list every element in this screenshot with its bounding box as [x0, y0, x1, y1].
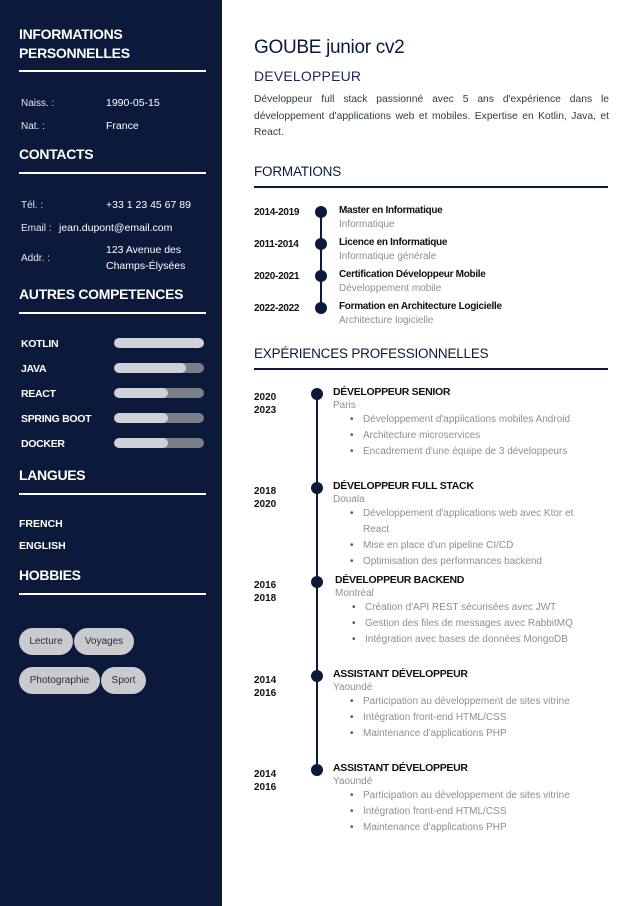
timeline-dot [311, 764, 323, 776]
experience-bullet: • Maintenance d'applications PHP [350, 820, 570, 836]
formation-field: Informatique [339, 219, 395, 230]
email-value: jean.dupont@email.com [59, 222, 173, 234]
experience-title: DÉVELOPPEUR FULL STACK [333, 480, 474, 492]
experience-years [254, 391, 276, 417]
experience-bullet: • Optimisation des performances backend [350, 554, 600, 570]
formation-dates: 2011-2014 [254, 239, 299, 250]
experience-title: ASSISTANT DÉVELOPPEUR [333, 762, 468, 774]
phone-value: +33 1 23 45 67 89 [106, 199, 191, 211]
skill-level-bar [114, 438, 204, 448]
experience-city: Yaoundé [333, 682, 373, 693]
skill-level-fill [114, 413, 168, 423]
skill-level-fill [114, 338, 204, 348]
languages-title: LANGUES [19, 467, 86, 483]
formation-field: Développement mobile [339, 283, 442, 294]
formation-title: Licence en Informatique [339, 237, 448, 248]
experience-title: DÉVELOPPEUR SENIOR [333, 386, 451, 398]
experiences-divider [254, 368, 608, 370]
contacts-title: CONTACTS [19, 146, 94, 162]
email-label: Email : [21, 223, 52, 234]
formations-timeline-line [320, 212, 322, 308]
personal-info-title-line2: PERSONNELLES [19, 45, 130, 61]
skill-level-bar [114, 338, 204, 348]
experience-start-year: 2016 [254, 580, 277, 591]
experience-bullet: • Participation au développement de sites vitrine [350, 694, 570, 710]
nationality-value: France [106, 120, 139, 132]
formation-title: Formation en Architecture Logicielle [339, 301, 502, 312]
experience-bullet: • Architecture microservices [350, 428, 570, 444]
experience-city: Yaoundé [333, 776, 373, 787]
phone-label: Tél. : [21, 200, 44, 211]
birth-label: Naiss. : [21, 98, 55, 109]
timeline-dot [315, 238, 327, 250]
experience-end-year: 2023 [254, 405, 277, 416]
experience-bullets [352, 600, 573, 648]
formation-dates: 2022-2022 [254, 303, 300, 314]
address-line2: Champs-Élysées [106, 260, 186, 272]
experience-start-year: 2014 [254, 675, 277, 686]
languages-divider [19, 493, 206, 495]
hobbies-title: HOBBIES [19, 567, 81, 583]
experience-bullet: • Participation au développement de sites vitrine [350, 788, 570, 804]
formation-title: Certification Développeur Mobile [339, 269, 486, 280]
address-label: Addr. : [21, 253, 50, 264]
skill-level-fill [114, 388, 168, 398]
experience-bullet: • Développement d'applications web avec Ktor et React [350, 506, 600, 538]
personal-info-title-line1: INFORMATIONS [19, 26, 123, 42]
skill-level-bar [114, 388, 204, 398]
timeline-dot [311, 670, 323, 682]
experience-end-year: 2020 [254, 499, 277, 510]
skill-level-bar [114, 363, 204, 373]
address-line1: 123 Avenue des [106, 244, 182, 256]
experience-start-year: 2014 [254, 769, 277, 780]
candidate-name: GOUBE junior cv2 [254, 37, 405, 58]
hobby-pill: Photographie [19, 667, 100, 694]
formation-dates: 2020-2021 [254, 271, 300, 282]
skill-level-bar [114, 413, 204, 423]
timeline-dot [315, 270, 327, 282]
timeline-dot [315, 206, 327, 218]
experience-years [254, 485, 276, 511]
skill-name: KOTLIN [21, 338, 59, 350]
experience-years [254, 579, 276, 605]
birth-value: 1990-05-15 [106, 97, 160, 109]
timeline-dot [315, 302, 327, 314]
experience-bullets [350, 412, 570, 460]
experience-bullet: • Maintenance d'applications PHP [350, 726, 570, 742]
skill-level-fill [114, 438, 168, 448]
experience-city: Douala [333, 494, 365, 505]
hobby-pill: Sport [101, 667, 146, 694]
experience-city: Montréal [335, 588, 374, 599]
experience-bullet: • Intégration avec bases de données MongoDB [352, 632, 573, 648]
experience-bullets [350, 788, 570, 836]
timeline-dot [311, 576, 323, 588]
formations-title: FORMATIONS [254, 164, 341, 179]
personal-info-title [19, 25, 130, 63]
experience-years [254, 674, 276, 700]
experience-city: Paris [333, 400, 356, 411]
profile-summary: Développeur full stack passionné avec 5 ans d'expérience dans le développement d'applications web et mobiles. Expertise en Kotlin, Java, et React. [254, 94, 609, 138]
skill-name: JAVA [21, 363, 47, 375]
skill-name: SPRING BOOT [21, 413, 92, 425]
job-role: DEVELOPPEUR [254, 68, 362, 84]
experience-years [254, 768, 276, 794]
experience-title: DÉVELOPPEUR BACKEND [335, 574, 465, 586]
language-item: ENGLISH [19, 540, 66, 552]
skills-divider [19, 312, 206, 314]
experience-bullet: • Développement d'applications mobiles Android [350, 412, 570, 428]
language-item: FRENCH [19, 518, 63, 530]
experience-end-year: 2016 [254, 688, 277, 699]
experience-title: ASSISTANT DÉVELOPPEUR [333, 668, 468, 680]
formation-field: Informatique générale [339, 251, 437, 262]
experience-start-year: 2018 [254, 486, 277, 497]
experience-end-year: 2016 [254, 782, 277, 793]
experience-end-year: 2018 [254, 593, 277, 604]
nationality-label: Nat. : [21, 121, 45, 132]
experience-bullet: • Intégration front-end HTML/CSS [350, 804, 570, 820]
formation-dates: 2014-2019 [254, 207, 300, 218]
skill-level-fill [114, 363, 186, 373]
experience-bullet: • Intégration front-end HTML/CSS [350, 710, 570, 726]
timeline-dot [311, 482, 323, 494]
main-content [222, 0, 640, 906]
skills-title: AUTRES COMPETENCES [19, 286, 184, 302]
hobby-pill: Voyages [74, 628, 134, 655]
address-value [106, 242, 185, 274]
experience-bullets [350, 506, 600, 570]
personal-info-divider [19, 70, 206, 72]
formations-divider [254, 186, 608, 188]
experiences-title: EXPÉRIENCES PROFESSIONNELLES [254, 346, 489, 361]
hobby-pill: Lecture [19, 628, 73, 655]
experience-bullet: • Création d'API REST sécurisées avec JWT [352, 600, 573, 616]
timeline-dot [311, 388, 323, 400]
experience-bullet: • Gestion des files de messages avec RabbitMQ [352, 616, 573, 632]
experience-start-year: 2020 [254, 392, 277, 403]
formation-title: Master en Informatique [339, 205, 443, 216]
experience-bullets [350, 694, 570, 742]
contacts-divider [19, 172, 206, 174]
skill-name: REACT [21, 388, 56, 400]
hobbies-divider [19, 593, 206, 595]
experience-bullet: • Mise en place d'un pipeline CI/CD [350, 538, 600, 554]
skill-name: DOCKER [21, 438, 65, 450]
formation-field: Architecture logicielle [339, 315, 434, 326]
experience-bullet: • Encadrement d'une équipe de 3 développeurs [350, 444, 570, 460]
sidebar [0, 0, 222, 906]
